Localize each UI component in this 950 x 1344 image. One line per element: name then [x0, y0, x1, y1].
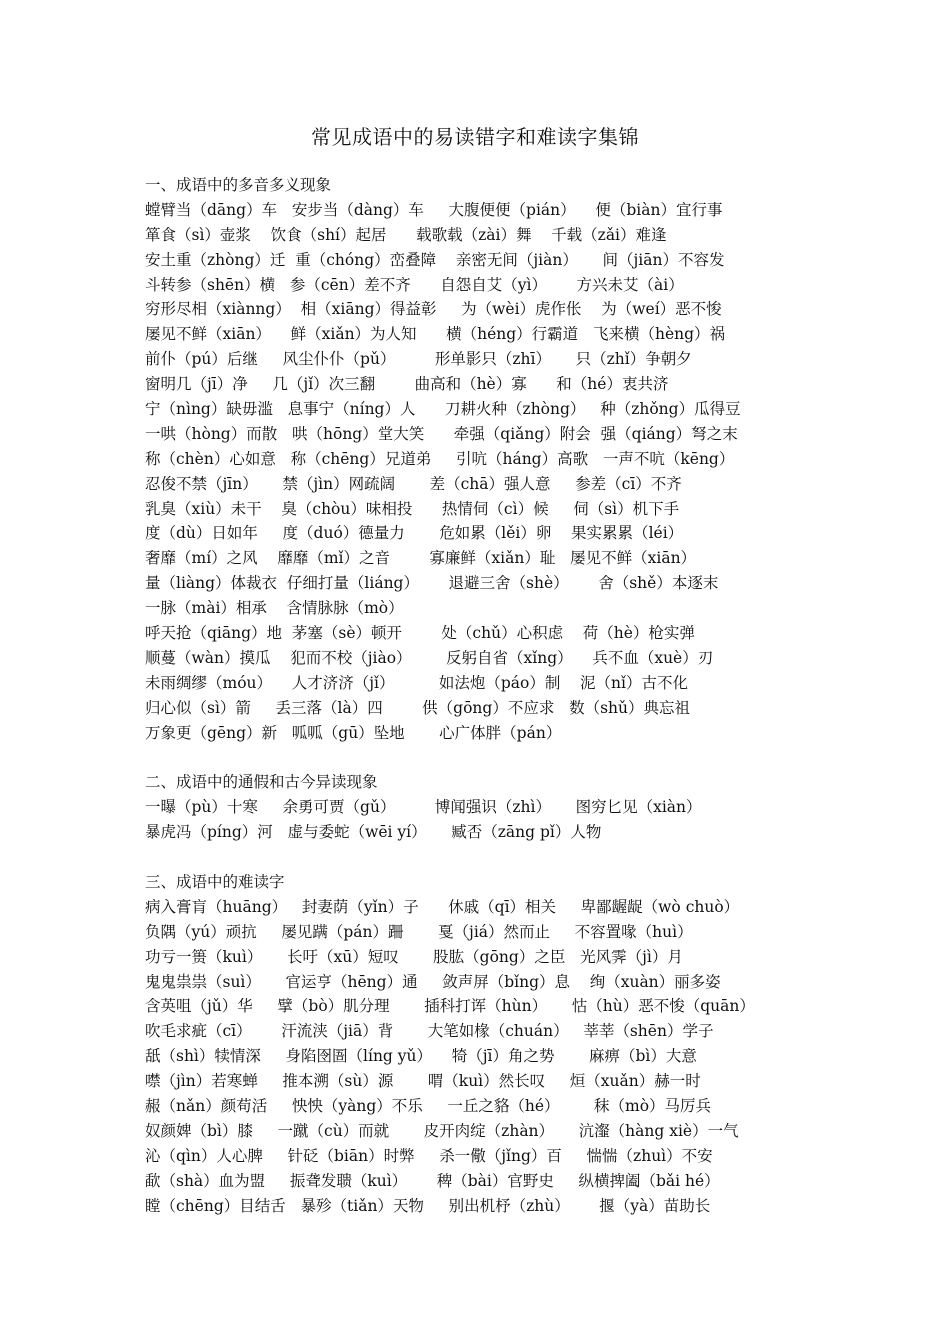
idiom-line: 一哄（hòng）而散 哄（hōng）堂大笑 牵强（qiǎng）附会 强（qiáng）弩之末	[145, 424, 738, 443]
idiom-line: 吹毛求疵（cī） 汗流浃（jiā）背 大笔如椽（chuán） 莘莘（shēn）学子	[145, 1022, 714, 1041]
idiom-line: 含英咀（jǔ）华 擘（bò）肌分理 插科打诨（hùn） 怙（hù）恶不悛（quān）	[145, 997, 755, 1016]
section-heading: 三、成语中的难读字	[145, 872, 285, 891]
idiom-line: 穷形尽相（xiànng） 相（xiāng）得益彰 为（wèi）虎作伥 为（weí）恶不悛	[145, 300, 722, 319]
idiom-line: 鬼鬼祟祟（suì） 官运亨（hēng）通 敛声屏（bǐng）息 绚（xuàn）丽多姿	[145, 972, 721, 991]
idiom-line: 前仆（pú）后继 风尘仆仆（pǔ） 形单影只（zhī） 只（zhǐ）争朝夕	[145, 350, 692, 369]
idiom-line: 量（liàng）体裁衣 仔细打量（liáng） 退避三舍（shè） 舍（shě）本逐末	[145, 574, 719, 593]
idiom-line: 歃（shà）血为盟 振聋发聩（kuì） 稗（bài）官野史 纵横捭阖（bǎi hé）	[145, 1171, 720, 1190]
idiom-line: 万象更（gēng）新 呱呱（gū）坠地 心广体胖（pán）	[145, 723, 562, 742]
idiom-line: 负隅（yú）顽抗 屡见蹒（pán）跚 戛（jiá）然而止 不容置喙（huì）	[145, 922, 693, 941]
idiom-line: 噤（jìn）若寒蝉 推本溯（sù）源 喟（kuì）然长叹 烜（xuǎn）赫一时	[145, 1072, 701, 1091]
idiom-line: 暴虎冯（píng）河 虚与委蛇（wēi yí） 臧否（zāng pǐ）人物	[145, 823, 602, 842]
idiom-line: 一曝（pù）十寒 余勇可贾（gǔ） 博闻强识（zhì） 图穷匕见（xiàn）	[145, 798, 702, 817]
idiom-line: 乳臭（xiù）未干 臭（chòu）味相投 热情伺（cì）候 伺（sì）机下手	[145, 499, 680, 518]
idiom-line: 赧（nǎn）颜苟活 怏怏（yàng）不乐 一丘之貉（hé） 秣（mò）马厉兵	[145, 1096, 712, 1115]
section-3	[145, 870, 935, 1218]
idiom-line: 功亏一篑（kuì） 长吁（xū）短叹 股肱（gōng）之臣 光风霁（jì）月	[145, 947, 683, 966]
idiom-line: 一脉（mài）相承 含情脉脉（mò）	[145, 599, 404, 618]
idiom-line: 奴颜婢（bì）膝 一蹴（cù）而就 皮开肉绽（zhàn） 沆瀣（hàng xiè）一气	[145, 1121, 739, 1140]
idiom-line: 瞠（chēng）目结舌 暴殄（tiǎn）天物 别出机杼（zhù） 揠（yà）苗助长	[145, 1196, 711, 1215]
idiom-line: 忍俊不禁（jīn） 禁（jìn）网疏阔 差（chā）强人意 参差（cī）不齐	[145, 474, 682, 493]
idiom-line: 度（dù）日如年 度（duó）德量力 危如累（lěi）卵 果实累累（léi）	[145, 524, 684, 543]
section-2	[145, 770, 935, 845]
idiom-line: 螳臂当（dāng）车 安步当（dàng）车 大腹便便（pián） 便（biàn）宜行事	[145, 200, 723, 219]
idiom-line: 未雨绸缪（móu） 人才济济（jǐ） 如法炮（páo）制 泥（nǐ）古不化	[145, 673, 688, 692]
idiom-line: 窗明几（jī）净 几（jǐ）次三翻 曲高和（hè）寡 和（hé）衷共济	[145, 375, 669, 394]
idiom-line: 舐（shì）犊情深 身陷囹圄（líng yǔ） 犄（jī）角之势 麻痹（bì）大意	[145, 1047, 697, 1066]
idiom-line: 称（chèn）心如意 称（chēng）兄道弟 引吭（háng）高歌 一声不吭（kēng）	[145, 449, 735, 468]
idiom-line: 奢靡（mí）之风 靡靡（mǐ）之音 寡廉鲜（xiǎn）耻 屡见不鲜（xiān）	[145, 549, 697, 568]
idiom-line: 斗转参（shēn）横 参（cēn）差不齐 自怨自艾（yì） 方兴未艾（ài）	[145, 275, 684, 294]
idiom-line: 箪食（sì）壶浆 饮食（shí）起居 载歌载（zài）舞 千载（zǎi）难逢	[145, 225, 667, 244]
idiom-line: 呼天抢（qiāng）地 茅塞（sè）顿开 处（chǔ）心积虑 荷（hè）枪实弹	[145, 624, 695, 643]
idiom-line: 屡见不鲜（xiān） 鲜（xiǎn）为人知 横（héng）行霸道 飞来横（hèng）祸	[145, 325, 726, 344]
idiom-line: 病入膏肓（huāng） 封妻荫（yǐn）子 休戚（qī）相关 卑鄙龌龊（wò chuò）	[145, 897, 740, 916]
idiom-line: 沁（qìn）人心脾 针砭（biān）时弊 杀一儆（jǐng）百 惴惴（zhuì）不安	[145, 1146, 713, 1165]
idiom-line: 归心似（sì）箭 丢三落（là）四 供（gōng）不应求 数（shǔ）典忘祖	[145, 698, 691, 717]
idiom-line: 顺蔓（wàn）摸瓜 犯而不校（jiào） 反躬自省（xǐng） 兵不血（xuè）刃	[145, 648, 714, 667]
section-1	[145, 173, 935, 745]
section-heading: 一、成语中的多音多义现象	[145, 176, 332, 194]
document-body	[145, 173, 935, 1218]
document-title: 常见成语中的易读错字和难读字集锦	[311, 125, 639, 149]
idiom-line: 安土重（zhòng）迁 重（chóng）峦叠障 亲密无间（jiàn） 间（jiān）不容发	[145, 250, 725, 269]
section-heading: 二、成语中的通假和古今异读现象	[145, 773, 378, 792]
idiom-line: 宁（nìng）缺毋滥 息事宁（níng）人 刀耕火种（zhòng） 种（zhǒng）瓜得豆	[145, 400, 741, 419]
